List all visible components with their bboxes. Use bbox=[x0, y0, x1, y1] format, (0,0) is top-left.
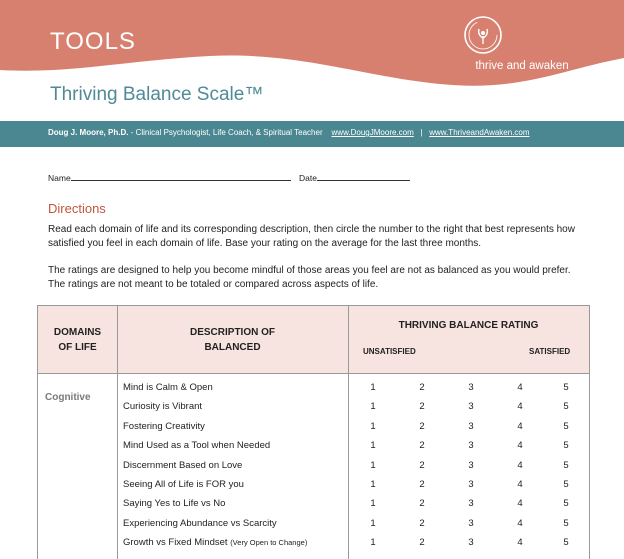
rating-option-2[interactable]: 2 bbox=[419, 498, 425, 510]
author-role: - Clinical Psychologist, Life Coach, & Spiritual Teacher bbox=[128, 128, 323, 137]
brand-logo bbox=[462, 14, 582, 76]
row-description: Seeing All of Life is FOR you bbox=[123, 479, 244, 490]
rating-option-3[interactable]: 3 bbox=[468, 517, 474, 529]
directions-paragraph-1: Read each domain of life and its corresponding description, then circle the number to the right that best represents how satisfied you feel in each domain of life. Base your rating on the average for the last three months. bbox=[48, 224, 575, 249]
date-field[interactable] bbox=[299, 172, 410, 183]
row-description: Experiencing Abundance vs Scarcity bbox=[123, 517, 277, 529]
credits-text bbox=[48, 128, 530, 137]
rating-option-2[interactable]: 2 bbox=[419, 440, 425, 452]
rating-option-3[interactable]: 3 bbox=[468, 382, 474, 393]
rating-option-1[interactable]: 1 bbox=[370, 479, 376, 490]
rating-option-4[interactable]: 4 bbox=[517, 401, 523, 413]
rating-option-5[interactable]: 5 bbox=[563, 420, 569, 432]
rating-option-1[interactable]: 1 bbox=[370, 517, 376, 529]
name-label: Name bbox=[48, 173, 71, 183]
rating-option-4[interactable]: 4 bbox=[517, 420, 523, 432]
section-title: TOOLS bbox=[50, 28, 136, 55]
row-description: Saying Yes to Life vs No bbox=[123, 498, 226, 510]
table-row bbox=[38, 379, 589, 398]
table-row bbox=[38, 457, 589, 476]
page-title: Thriving Balance Scale™ bbox=[50, 84, 264, 105]
rating-option-5[interactable]: 5 bbox=[563, 382, 569, 393]
row-description: Mind Used as a Tool when Needed bbox=[123, 440, 271, 452]
table-row bbox=[38, 515, 589, 534]
rating-option-2[interactable]: 2 bbox=[419, 479, 425, 490]
rating-option-4[interactable]: 4 bbox=[517, 440, 523, 452]
table-row bbox=[38, 437, 589, 456]
rating-option-4[interactable]: 4 bbox=[517, 479, 523, 490]
rating-option-2[interactable]: 2 bbox=[419, 401, 425, 413]
rating-option-5[interactable]: 5 bbox=[563, 498, 569, 510]
rating-option-5[interactable]: 5 bbox=[563, 537, 569, 549]
rating-table bbox=[37, 305, 590, 559]
rating-option-5[interactable]: 5 bbox=[563, 479, 569, 490]
rating-option-3[interactable]: 3 bbox=[468, 537, 474, 549]
row-description: Curiosity is Vibrant bbox=[123, 401, 203, 413]
lotus-circle-icon bbox=[462, 14, 504, 56]
directions-heading: Directions bbox=[48, 201, 106, 216]
rating-option-1[interactable]: 1 bbox=[370, 440, 376, 452]
rating-option-2[interactable]: 2 bbox=[419, 420, 425, 432]
row-description: Growth vs Fixed Mindset (Very Open to Change) bbox=[123, 537, 308, 549]
header-description: DESCRIPTION OF BALANCED bbox=[189, 327, 275, 353]
row-description: Discernment Based on Love bbox=[123, 459, 243, 471]
rating-option-4[interactable]: 4 bbox=[517, 498, 523, 510]
rating-option-4[interactable]: 4 bbox=[517, 459, 523, 471]
date-label: Date bbox=[299, 173, 317, 183]
rating-option-5[interactable]: 5 bbox=[563, 401, 569, 413]
website-link-2[interactable]: www.ThriveandAwaken.com bbox=[429, 128, 530, 137]
table-row bbox=[38, 534, 589, 553]
link-separator: | bbox=[420, 128, 423, 137]
rating-option-2[interactable]: 2 bbox=[419, 517, 425, 529]
rating-option-2[interactable]: 2 bbox=[419, 537, 425, 549]
rating-option-3[interactable]: 3 bbox=[468, 498, 474, 510]
rating-option-5[interactable]: 5 bbox=[563, 459, 569, 471]
rating-option-3[interactable]: 3 bbox=[468, 401, 474, 413]
table-row bbox=[38, 398, 589, 417]
rating-option-1[interactable]: 1 bbox=[370, 382, 376, 393]
author-name: Doug J. Moore, Ph.D. bbox=[48, 128, 129, 137]
credits-bar bbox=[0, 121, 624, 147]
rating-option-2[interactable]: 2 bbox=[419, 382, 425, 393]
rating-option-2[interactable]: 2 bbox=[419, 459, 425, 471]
name-line[interactable] bbox=[71, 172, 291, 181]
website-link-1[interactable]: www.DougJMoore.com bbox=[331, 128, 414, 137]
domain-cognitive: Cognitive bbox=[45, 392, 91, 403]
table-row bbox=[38, 476, 589, 495]
table-row bbox=[38, 495, 589, 514]
rating-option-1[interactable]: 1 bbox=[370, 498, 376, 510]
rating-option-4[interactable]: 4 bbox=[517, 382, 523, 393]
date-line[interactable] bbox=[317, 172, 410, 181]
directions-paragraph-2: The ratings are designed to help you become mindful of those areas you feel are not as balanced as you would prefer. The ratings are not meant to be totaled or compared across aspects of life. bbox=[48, 265, 571, 290]
rating-option-4[interactable]: 4 bbox=[517, 517, 523, 529]
rating-option-3[interactable]: 3 bbox=[468, 440, 474, 452]
rating-option-4[interactable]: 4 bbox=[517, 537, 523, 549]
rating-option-5[interactable]: 5 bbox=[563, 440, 569, 452]
rating-option-5[interactable]: 5 bbox=[563, 517, 569, 529]
rating-option-1[interactable]: 1 bbox=[370, 401, 376, 413]
label-satisfied: SATISFIED bbox=[529, 347, 571, 356]
rating-option-1[interactable]: 1 bbox=[370, 420, 376, 432]
header-domains: DOMAINS OF LIFE bbox=[53, 327, 102, 353]
page-header bbox=[0, 0, 624, 125]
logo-text: thrive and awaken bbox=[475, 60, 569, 72]
table-row bbox=[38, 418, 589, 437]
rating-option-1[interactable]: 1 bbox=[370, 537, 376, 549]
label-unsatisfied: UNSATISFIED bbox=[363, 347, 416, 356]
row-description: Fostering Creativity bbox=[123, 420, 205, 432]
header-rating: THRIVING BALANCE RATING bbox=[398, 320, 539, 331]
row-description: Mind is Calm & Open bbox=[123, 382, 213, 393]
rating-option-3[interactable]: 3 bbox=[468, 459, 474, 471]
rating-option-1[interactable]: 1 bbox=[370, 459, 376, 471]
rating-option-3[interactable]: 3 bbox=[468, 420, 474, 432]
rating-option-3[interactable]: 3 bbox=[468, 479, 474, 490]
name-field[interactable] bbox=[48, 172, 291, 183]
